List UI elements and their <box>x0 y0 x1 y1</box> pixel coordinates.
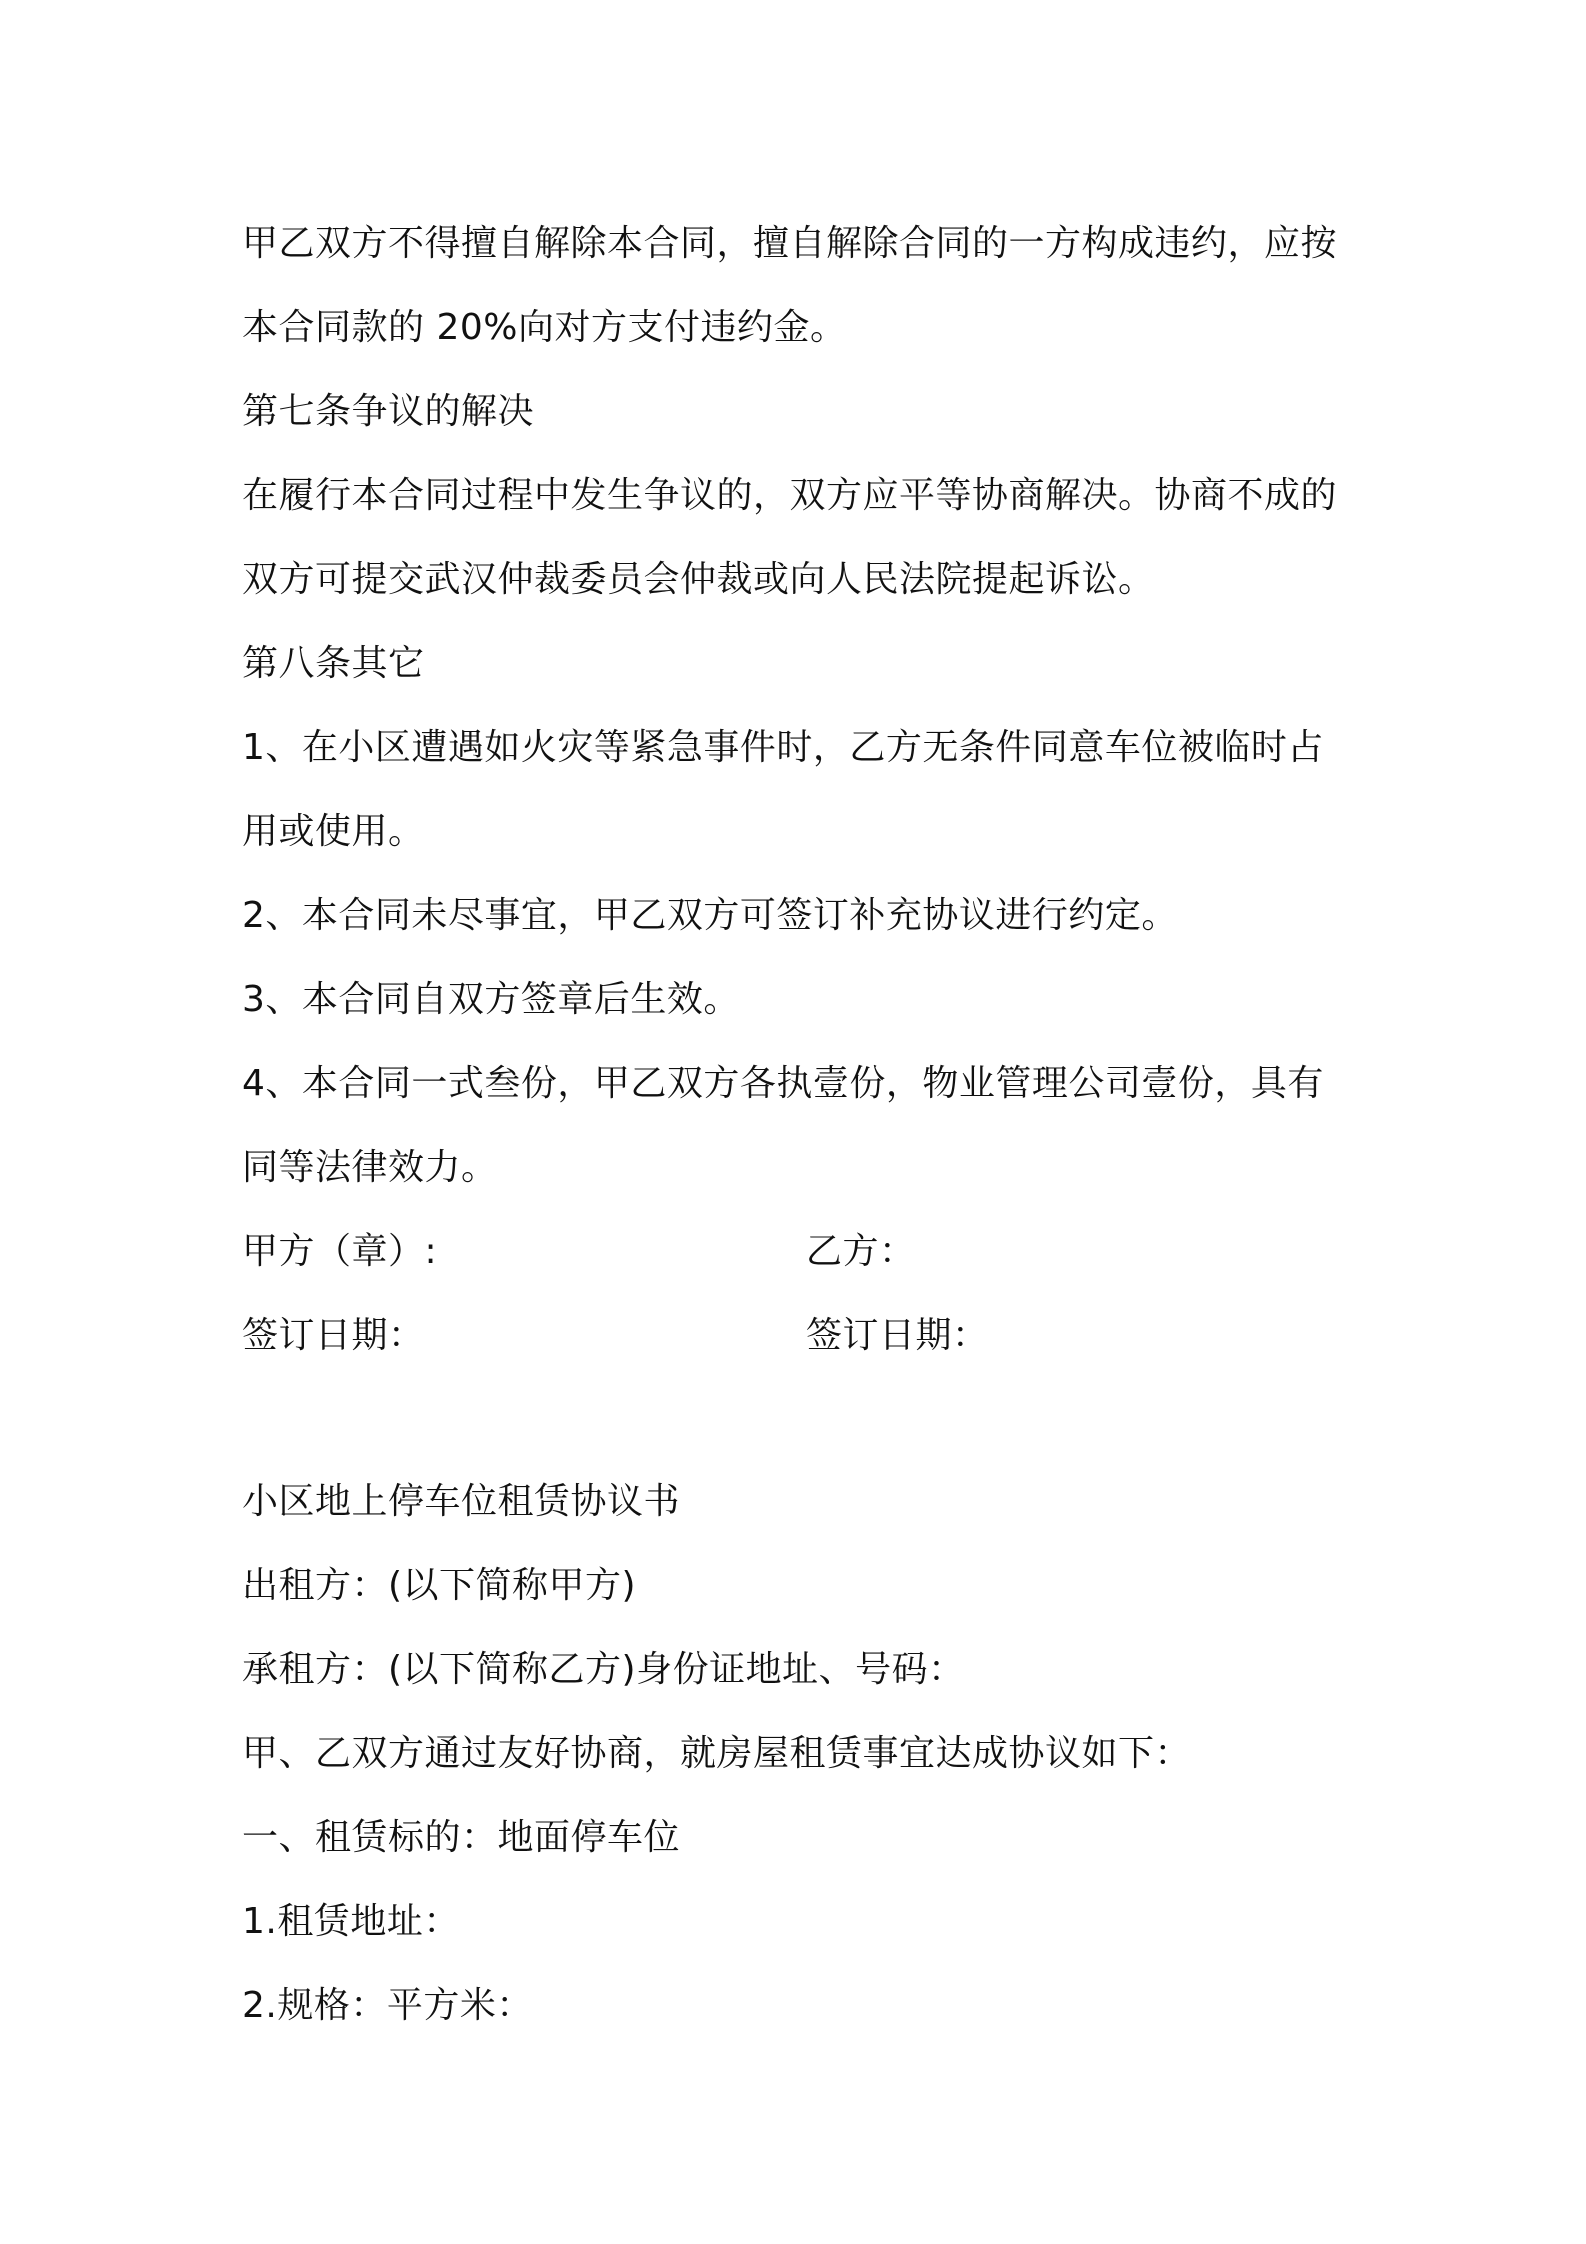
date-row <box>242 1294 1362 1378</box>
article-heading: 第七条争议的解决 <box>242 391 535 432</box>
clause-line: 1、在小区遭遇如火灾等紧急事件时，乙方无条件同意车位被临时占 <box>242 727 1324 768</box>
clause-line: 3、本合同自双方签章后生效。 <box>242 979 740 1020</box>
clause-line: 2、本合同未尽事宜，甲乙双方可签订补充协议进行约定。 <box>242 895 1178 936</box>
agreement-title: 小区地上停车位租赁协议书 <box>242 1481 681 1522</box>
paragraph-line: 甲、乙双方通过友好协商，就房屋租赁事宜达成协议如下： <box>242 1733 1192 1774</box>
party-a-signature-label: 甲方（章）: <box>242 1231 438 1272</box>
field-line: 2.规格：平方米： <box>242 1985 533 2026</box>
clause-line: 用或使用。 <box>242 811 425 852</box>
party-b-date-label: 签订日期： <box>806 1315 989 1356</box>
lessee-line: 承租方：(以下简称乙方)身份证地址、号码： <box>242 1649 965 1690</box>
document-page <box>242 202 1362 2048</box>
lessor-line: 出租方：(以下简称甲方) <box>242 1565 637 1606</box>
signature-row <box>242 1210 1362 1294</box>
contract-terms-section <box>242 202 1362 1210</box>
section-heading: 一、租赁标的：地面停车位 <box>242 1817 681 1858</box>
paragraph-line: 本合同款的 20%向对方支付违约金。 <box>242 307 847 348</box>
article-heading: 第八条其它 <box>242 643 425 684</box>
party-b-signature-label: 乙方： <box>806 1231 916 1272</box>
paragraph-line: 在履行本合同过程中发生争议的，双方应平等协商解决。协商不成的 <box>242 475 1338 516</box>
party-a-date-label: 签订日期： <box>242 1315 425 1356</box>
section-spacer <box>242 1378 1362 1460</box>
paragraph-line: 双方可提交武汉仲裁委员会仲裁或向人民法院提起诉讼。 <box>242 559 1155 600</box>
clause-line: 4、本合同一式叁份，甲乙双方各执壹份，物业管理公司壹份，具有 <box>242 1063 1324 1104</box>
clause-line: 同等法律效力。 <box>242 1147 498 1188</box>
paragraph-line: 甲乙双方不得擅自解除本合同，擅自解除合同的一方构成违约，应按 <box>242 223 1338 264</box>
lease-agreement-section <box>242 1460 1362 2048</box>
field-line: 1.租赁地址： <box>242 1901 460 1942</box>
signature-block <box>242 1210 1362 1378</box>
